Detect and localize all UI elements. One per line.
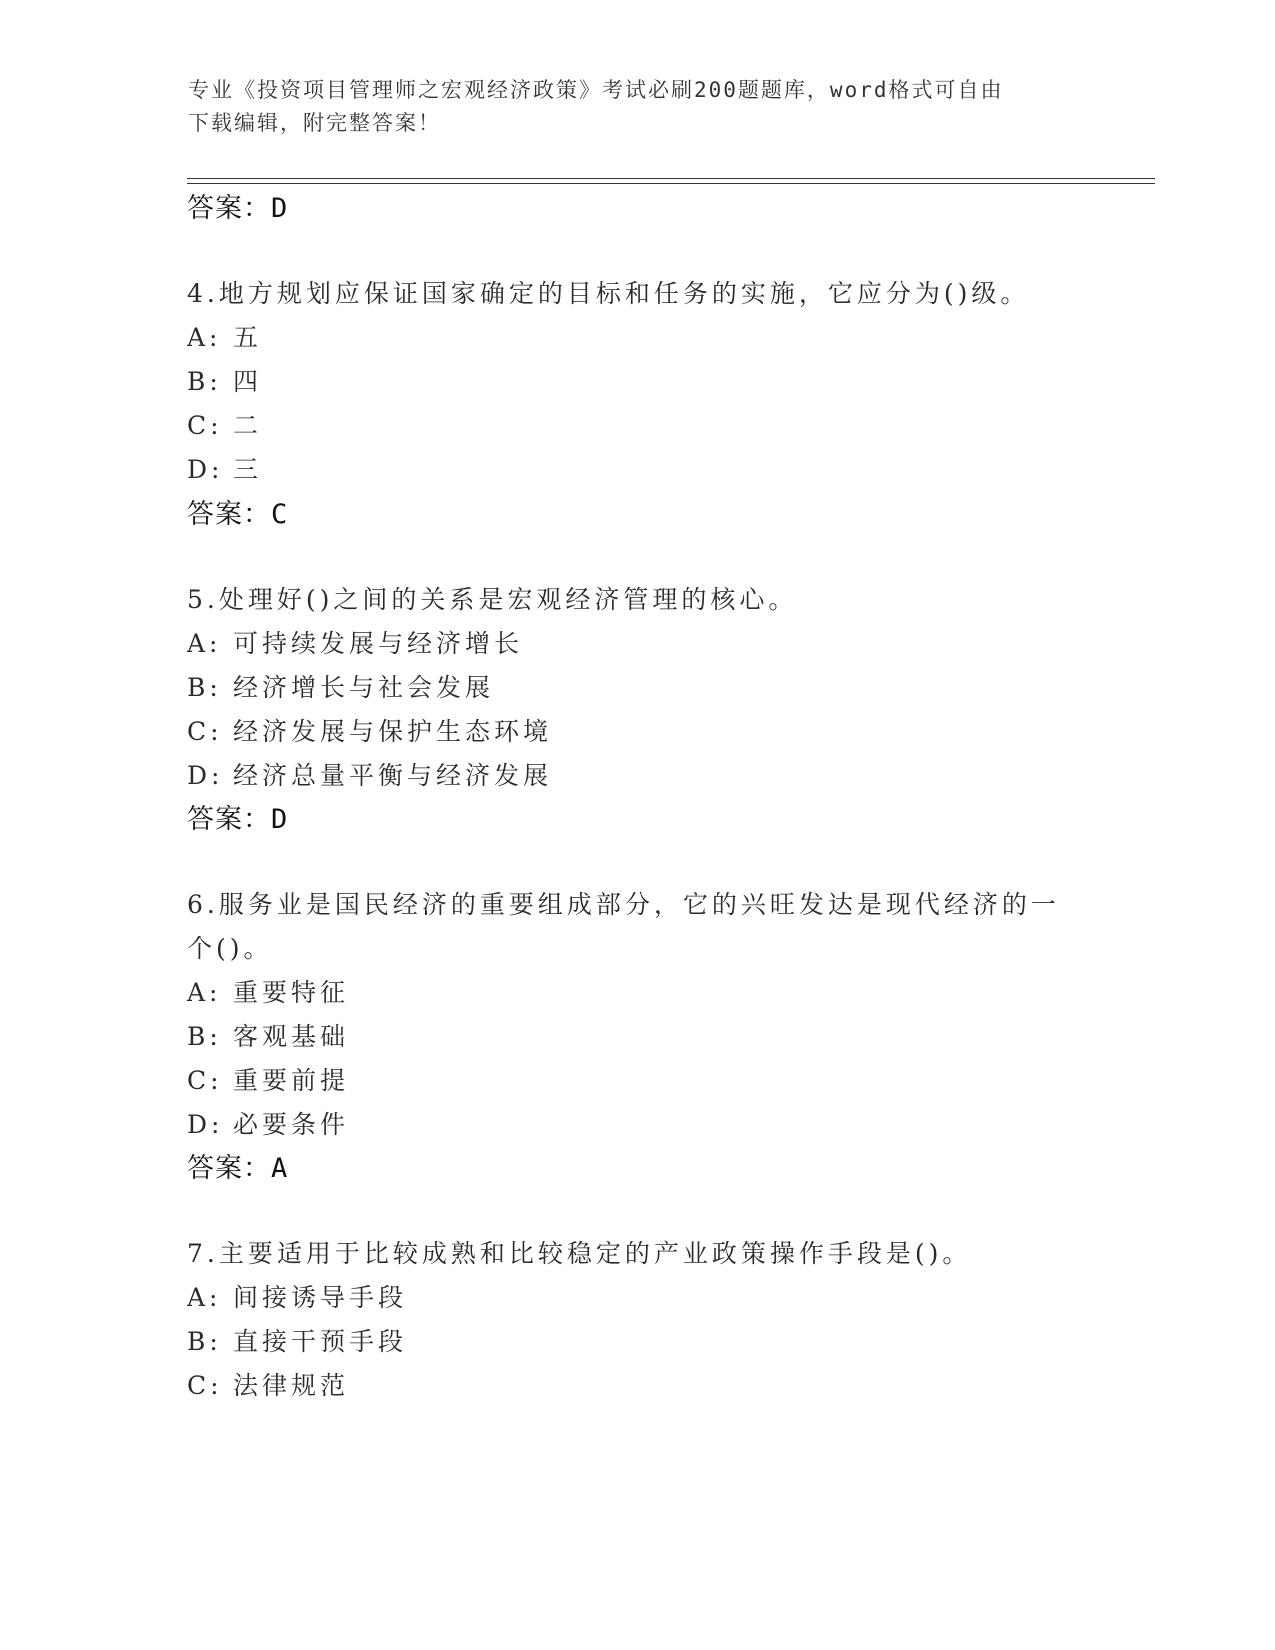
option-label: C: <box>187 717 223 746</box>
option-label: A: <box>187 323 222 352</box>
option-text: 客观基础 <box>233 1022 350 1051</box>
question-7-text: 7.主要适用于比较成熟和比较稳定的产业政策操作手段是()。 <box>187 1239 972 1268</box>
question-7-option-b <box>187 1322 407 1358</box>
option-text: 二 <box>233 411 263 440</box>
question-7-option-c <box>187 1366 349 1402</box>
option-label: D: <box>187 761 224 790</box>
option-label: C: <box>187 1371 223 1400</box>
question-4-option-a <box>187 318 262 354</box>
answer-value: C <box>271 499 289 530</box>
option-label: B: <box>187 673 222 702</box>
question-5-option-c <box>187 712 552 748</box>
header-divider-top <box>187 178 1155 179</box>
answer-prefix: 答案： <box>187 804 271 835</box>
option-label: B: <box>187 367 222 396</box>
option-label: A: <box>187 1283 222 1312</box>
question-6-option-a <box>187 973 349 1009</box>
option-text: 直接干预手段 <box>233 1327 408 1356</box>
document-header <box>188 74 1068 140</box>
option-text: 间接诱导手段 <box>233 1283 408 1312</box>
option-text: 经济增长与社会发展 <box>233 673 495 702</box>
option-text: 法律规范 <box>233 1371 350 1400</box>
option-label: C: <box>187 1066 223 1095</box>
question-4-option-d <box>187 450 262 486</box>
question-6-option-c <box>187 1061 349 1097</box>
option-label: D: <box>187 1110 224 1139</box>
answer-value: D <box>271 193 289 224</box>
option-text: 重要前提 <box>233 1066 350 1095</box>
option-label: A: <box>187 629 222 658</box>
option-label: B: <box>187 1022 222 1051</box>
answer-prefix: 答案： <box>187 193 271 224</box>
answer-prefix: 答案： <box>187 1153 271 1184</box>
question-7-option-a <box>187 1278 407 1314</box>
header-line-2: 下载编辑，附完整答案！ <box>188 111 441 135</box>
option-text: 四 <box>233 367 263 396</box>
answer-prefix: 答案： <box>187 499 271 530</box>
question-6-text-line-1: 6.服务业是国民经济的重要组成部分，它的兴旺发达是现代经济的一 <box>187 890 1060 919</box>
question-6-answer <box>187 1146 288 1185</box>
question-5-text: 5.处理好()之间的关系是宏观经济管理的核心。 <box>187 585 798 614</box>
header-divider-bottom <box>187 183 1155 184</box>
question-4-text: 4.地方规划应保证国家确定的目标和任务的实施，它应分为()级。 <box>187 279 1030 308</box>
answer-value: D <box>271 804 289 835</box>
question-5-option-d <box>187 756 552 792</box>
question-4-option-c <box>187 406 262 442</box>
question-6-option-d <box>187 1105 349 1141</box>
option-text: 可持续发展与经济增长 <box>233 629 524 658</box>
option-text: 必要条件 <box>233 1110 350 1139</box>
answer-value: A <box>271 1153 289 1184</box>
question-6-option-b <box>187 1017 349 1053</box>
option-label: B: <box>187 1327 222 1356</box>
header-line-1: 专业《投资项目管理师之宏观经济政策》考试必刷200题题库，word格式可自由 <box>188 78 1004 102</box>
option-text: 经济发展与保护生态环境 <box>233 717 553 746</box>
question-6-text-line-2: 个()。 <box>187 934 273 963</box>
prev-answer <box>187 186 288 225</box>
option-text: 五 <box>233 323 263 352</box>
option-label: A: <box>187 978 222 1007</box>
option-label: C: <box>187 411 223 440</box>
question-5-option-a <box>187 624 523 660</box>
question-5-answer <box>187 797 288 836</box>
question-4-answer <box>187 492 288 531</box>
option-text: 重要特征 <box>233 978 350 1007</box>
option-text: 经济总量平衡与经济发展 <box>233 761 553 790</box>
option-text: 三 <box>233 455 263 484</box>
question-4-option-b <box>187 362 262 398</box>
question-5-option-b <box>187 668 494 704</box>
option-label: D: <box>187 455 224 484</box>
